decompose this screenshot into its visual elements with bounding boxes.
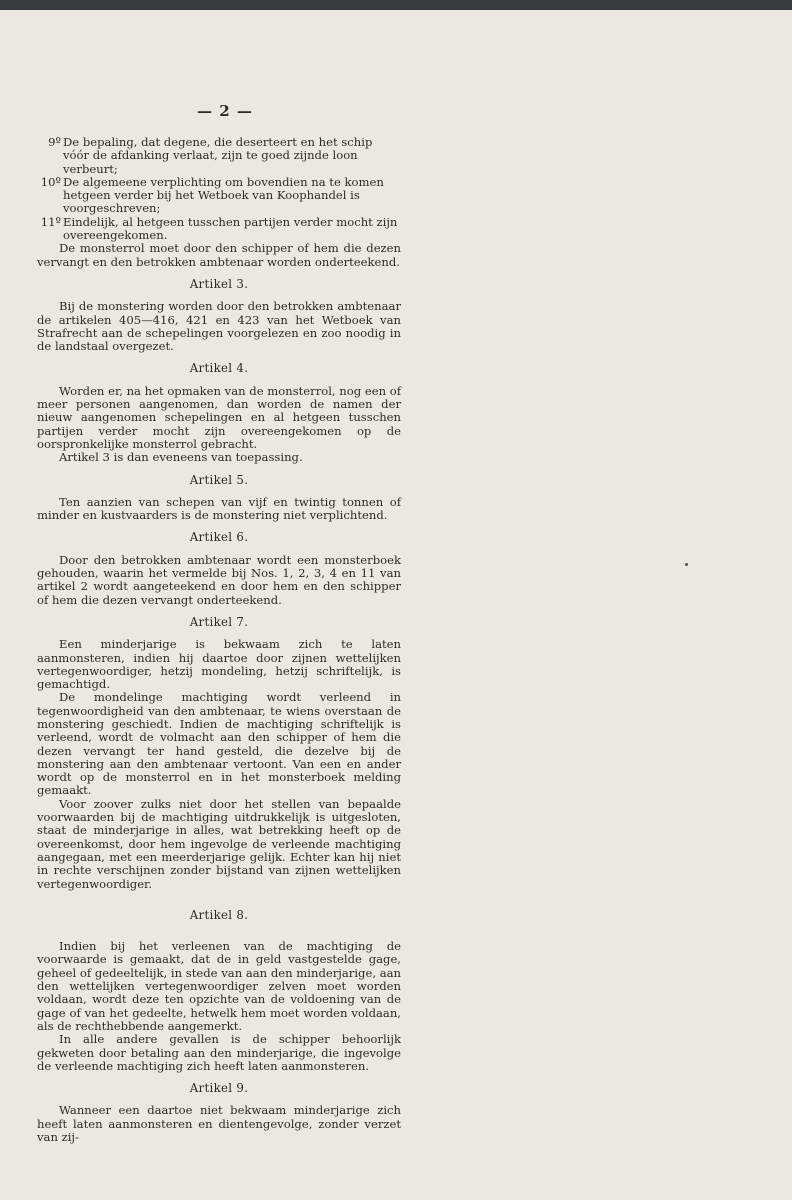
article-heading: Artikel 9. bbox=[189, 1081, 249, 1096]
paragraph: Wanneer een daartoe niet bekwaam minderjarige zich heeft laten aanmonsteren en dientengevolge, zonder verzet van zij- bbox=[37, 1103, 401, 1144]
document-page bbox=[0, 10, 792, 1200]
list-item bbox=[37, 136, 401, 176]
paragraph: Indien bij het verleenen van de machtiging de voorwaarde is gemaakt, dat de in geld vastgestelde gage, geheel of gedeeltelijk, in stede van aan den minderjarige, aan den wettelijken vertegenwoordiger zelven moet worden voldaan, wordt deze ten opzichte van de voldoening van de gage of van het gedeelte, hetwelk hem moet worden voldaan, als de rechthebbende aangemerkt. bbox=[37, 939, 401, 1033]
article-heading: Artikel 5. bbox=[189, 472, 249, 487]
paragraph: In alle andere gevallen is de schipper behoorlijk gekweten door betaling aan den minderjarige, die ingevolge de verleende machtiging zich heeft laten aanmonsteren. bbox=[37, 1032, 401, 1073]
list-item-number: 11º bbox=[40, 214, 61, 229]
paragraph: De monsterrol moet door den schipper of hem die dezen vervangt en den betrokken ambtenaar worden onderteekend. bbox=[37, 241, 401, 269]
paragraph: Ten aanzien van schepen van vijf en twintig tonnen of minder en kustvaarders is de monstering niet verplichtend. bbox=[37, 494, 401, 523]
list-item-number: 9º bbox=[48, 135, 61, 149]
paragraph: Voor zoover zulks niet door het stellen van bepaalde voorwaarden bij de machtiging uitdrukkelijk is uitgesloten, staat de minderjarige in alles, wat betrekking heeft op de overeenkomst, door hem ingevolge de verleende machtiging aangegaan, met een meerderjarige gelijk. Echter kan hij niet in rechte verschijnen zonder bijstand van zijnen wettelijken vertegenwoordiger. bbox=[37, 796, 401, 891]
list-item-text: Eindelijk, al hetgeen tusschen partijen verder mocht zijn overeengekomen. bbox=[63, 214, 398, 243]
paragraph: Door den betrokken ambtenaar wordt een monsterboek gehouden, waarin het vermelde bij Nos. 1, 2, 3, 4 en 11 van artikel 2 wordt aangeteekend en door hem en den schipper of hem die dezen vervangt onderteekend. bbox=[37, 552, 401, 607]
scan-top-border bbox=[0, 0, 792, 10]
list-item-text: De algemeene verplichting om bovendien na te komen hetgeen verder bij het Wetboek van Koophandel is voorgeschreven; bbox=[63, 174, 384, 216]
article-heading: Artikel 4. bbox=[189, 361, 249, 376]
paragraph: De mondelinge machtiging wordt verleend in tegenwoordigheid van den ambtenaar, te wiens overstaan de monstering geschiedt. Indien de machtiging schriftelijk is verleend, wordt de volmacht aan den schipper of hem die dezen vervangt ter hand gesteld, die dezelve bij de monstering aan den ambtenaar vertoont. Van een en ander wordt op de monsterrol en in het monsterboek melding gemaakt. bbox=[37, 690, 401, 798]
list-item-text: De bepaling, dat degene, die deserteert en het schip vóór de afdanking verlaat, zijn te goed zijnde loon verbeurt; bbox=[63, 135, 373, 176]
paragraph: Bij de monstering worden door den betrokken ambtenaar de artikelen 405—416, 421 en 423 van het Wetboek van Strafrecht aan de schepelingen voorgelezen en zoo noodig in de landstaal overgezet. bbox=[37, 299, 401, 354]
paragraph: Een minderjarige is bekwaam zich te laten aanmonsteren, indien hij daartoe door zijnen wettelijken vertegenwoordiger, hetzij mondeling, hetzij schriftelijk, is gemachtigd. bbox=[37, 637, 401, 692]
list-item bbox=[37, 176, 401, 216]
list-item-number: 10º bbox=[40, 174, 61, 189]
paragraph: Artikel 3 is dan eveneens van toepassing. bbox=[59, 450, 303, 465]
ink-speck bbox=[685, 563, 688, 566]
paragraph: Worden er, na het opmaken van de monsterrol, nog een of meer personen aangenomen, dan worden de namen der nieuw aangenomen schepelingen en al hetgeen tusschen partijen verder mocht zijn overeengekomen op de oorspronkelijke monsterrol gebracht. bbox=[37, 383, 402, 451]
article-heading: Artikel 7. bbox=[189, 614, 249, 629]
article-heading: Artikel 6. bbox=[189, 530, 249, 545]
list-item bbox=[37, 216, 401, 243]
page-number: — 2 — bbox=[197, 102, 253, 120]
article-heading: Artikel 3. bbox=[189, 276, 249, 291]
document-body bbox=[37, 136, 401, 1144]
article-heading: Artikel 8. bbox=[189, 907, 249, 922]
